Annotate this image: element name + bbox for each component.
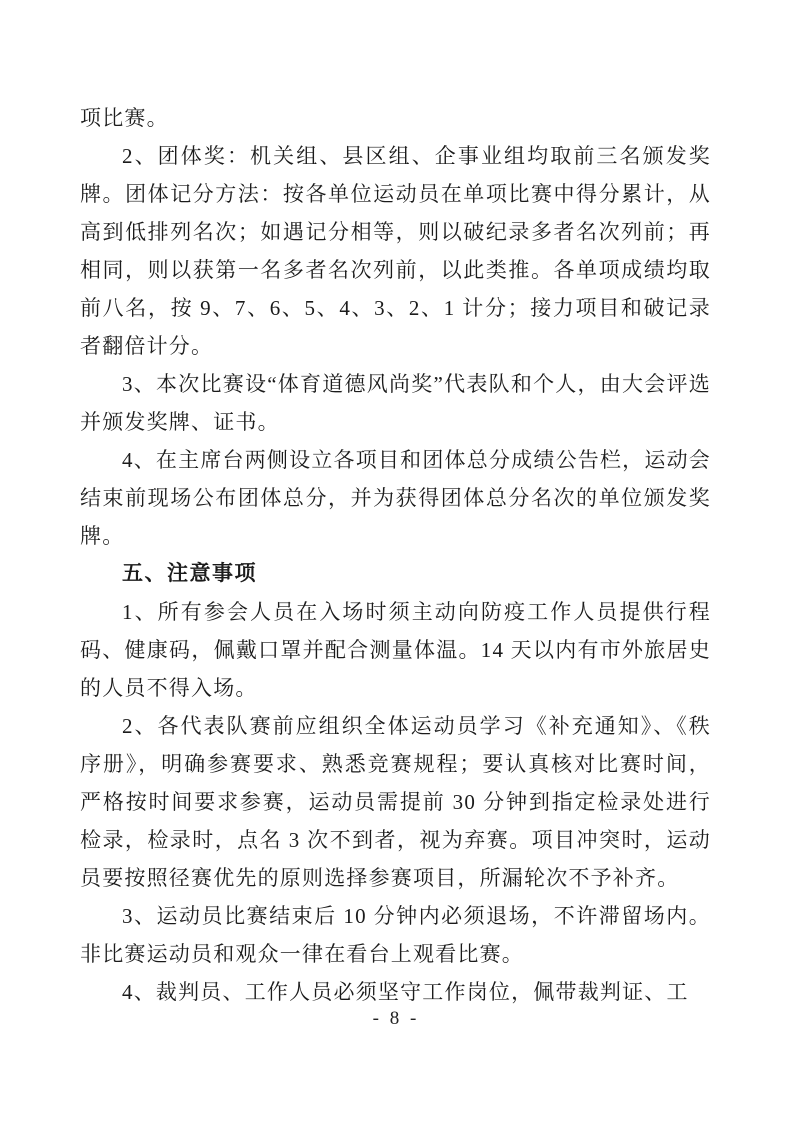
page-number: - 8 - [372, 1008, 420, 1029]
paragraph-team-award: 2、团体奖：机关组、县区组、企事业组均取前三名颁发奖牌。团体记分方法：按各单位运动员在单项比赛中得分累计，从高到低排列名次；如遇记分相等，则以破纪录多者名次列前；再相同，则以获第一名多者名次列前，以此类推。各单项成绩均取前八名，按 9、7、6、5、4、3、2、1 计分；接力项目和破记录者翻倍计分。 [80, 144, 711, 358]
paragraph-team-preparation: 2、各代表队赛前应组织全体运动员学习《补充通知》、《秩序册》，明确参赛要求、熟悉竞赛规程；要认真核对比赛时间，严格按时间要求参赛，运动员需提前 30 分钟到指定检录处进行检录，检录时，点名 3 次不到者，视为弃赛。项目冲突时，运动员要按照径赛优先的原则选择参赛项目，所漏轮次不予补齐。 [80, 714, 711, 890]
document-body [80, 99, 711, 1011]
paragraph-referee-duty: 4、裁判员、工作人员必须坚守工作岗位，佩带裁判证、工 [122, 980, 689, 1004]
section-heading-notes: 五、注意事项 [122, 562, 257, 585]
paragraph-athlete-exit: 3、运动员比赛结束后 10 分钟内必须退场，不许滞留场内。非比赛运动员和观众一律在看台上观看比赛。 [80, 904, 711, 966]
paragraph-sportsmanship-award: 3、本次比赛设“体育道德风尚奖”代表队和个人，由大会评选并颁发奖牌、证书。 [80, 372, 711, 434]
paragraph-score-board: 4、在主席台两侧设立各项目和团体总分成绩公告栏，运动会结束前现场公布团体总分，并为获得团体总分名次的单位颁发奖牌。 [80, 448, 711, 548]
paragraph-continuation: 项比赛。 [80, 106, 169, 130]
paragraph-epidemic-rules: 1、所有参会人员在入场时须主动向防疫工作人员提供行程码、健康码，佩戴口罩并配合测量体温。14 天以内有市外旅居史的人员不得入场。 [80, 600, 711, 700]
